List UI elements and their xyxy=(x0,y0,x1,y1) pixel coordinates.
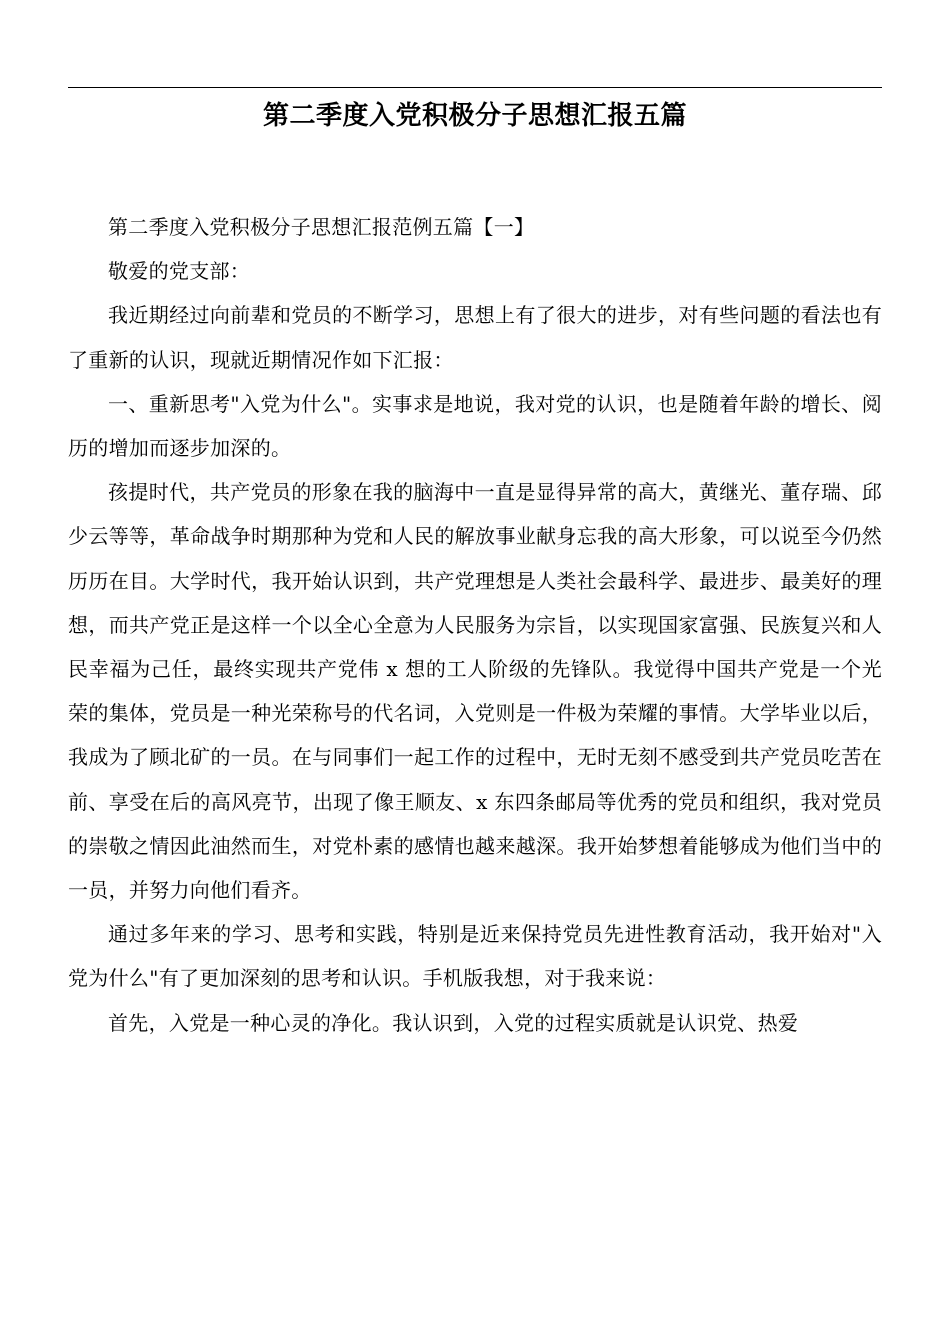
paragraph: 第二季度入党积极分子思想汇报范例五篇【一】 xyxy=(108,215,535,239)
header-rule xyxy=(68,87,882,88)
paragraph: 首先，入党是一种心灵的净化。我认识到，入党的过程实质就是认识党、热爱 xyxy=(108,1010,799,1035)
paragraph: 我近期经过向前辈和党员的不断学习，思想上有了很大的进步，对有些问题的看法也有了重新的认识，现就近期情况作如下汇报： xyxy=(68,303,882,372)
document-body xyxy=(68,205,882,1045)
document-title: 第二季度入党积极分子思想汇报五篇 xyxy=(262,101,687,131)
paragraph: 一、重新思考"入党为什么"。实事求是地说，我对党的认识，也是随着年龄的增长、阅历的增加而逐步加深的。 xyxy=(68,391,882,461)
paragraph: 通过多年来的学习、思考和实践，特别是近来保持党员先进性教育活动，我开始对"入党为什么"有了更加深刻的思考和认识。手机版我想，对于我来说： xyxy=(68,922,882,991)
paragraph: 孩提时代，共产党员的形象在我的脑海中一直是显得异常的高大，黄继光、董存瑞、邱少云等等，革命战争时期那种为党和人民的解放事业献身忘我的高大形象，可以说至今仍然历历在目。大学时代，我开始认识到，共产党理想是人类社会最科学、最进步、最美好的理想，而共产党正是这样一个以全心全意为人民服务为宗旨，以实现国家富强、民族复兴和人民幸福为己任，最终实现共产党伟 x 想的工人阶级的先锋队。我觉得中国共产党是一个光荣的集体，党员是一种光荣称号的代名词，入党则是一件极为荣耀的事情。大学毕业以后，我成为了顾北矿的一员。在与同事们一起工作的过程中，无时无刻不感受到共产党员吃苦在前、享受在后的高风亮节，出现了像王顺友、x 东四条邮局等优秀的党员和组织，我对党员的崇敬之情因此油然而生，对党朴素的感情也越来越深。我开始梦想着能够成为他们当中的一员，并努力向他们看齐。 xyxy=(68,480,882,903)
paragraph: 敬爱的党支部： xyxy=(108,259,251,284)
